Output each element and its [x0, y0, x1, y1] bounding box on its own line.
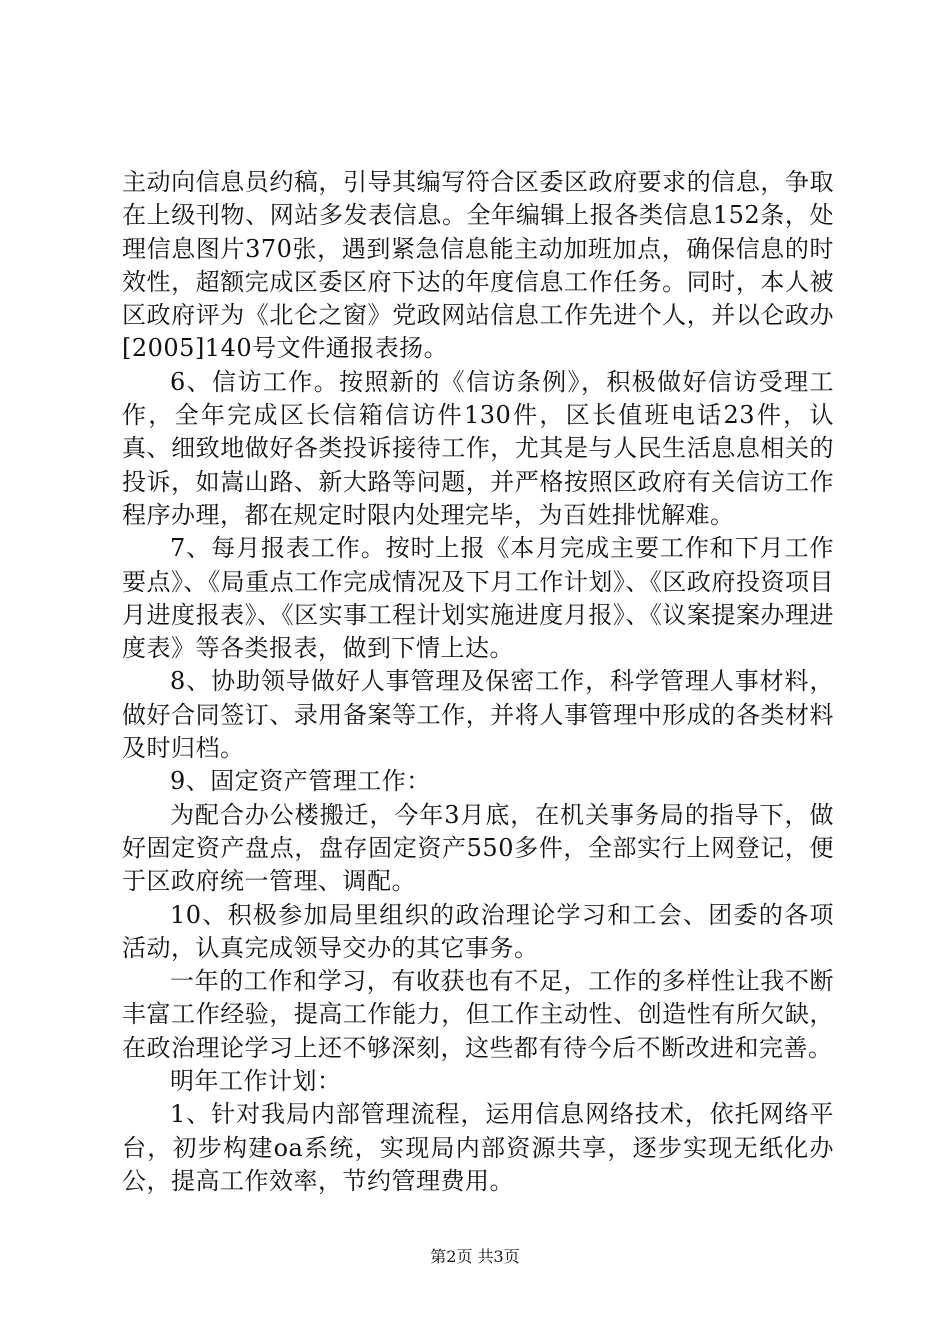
paragraph-info-work-continued: 主动向信息员约稿，引导其编写符合区委区政府要求的信息，争取在上级刊物、网站多发表信息。全年编辑上报各类信息152条，处理信息图片370张，遇到紧急信息能主动加班加点，确保信息的时效性，超额完成区委区府下达的年度信息工作任务。同时，本人被区政府评为《北仑之窗》党政网站信息工作先进个人，并以仑政办[2005]140号文件通报表扬。	[122, 168, 834, 363]
paragraph-personnel-management: 8、协助领导做好人事管理及保密工作，科学管理人事材料，做好合同签订、录用备案等工作，并将人事管理中形成的各类材料及时归档。	[122, 667, 834, 763]
paragraph-monthly-reports: 7、每月报表工作。按时上报《本月完成主要工作和下月工作要点》、《局重点工作完成情况及下月工作计划》、《区政府投资项目月进度报表》、《区实事工程计划实施进度月报》、《议案提案办理进度表》等各类报表，做到下情上达。	[122, 534, 834, 663]
document-body	[122, 166, 834, 1198]
paragraph-fixed-assets-heading: 9、固定资产管理工作：	[170, 767, 431, 796]
paragraph-next-year-plan-heading: 明年工作计划：	[170, 1067, 342, 1096]
paragraph-year-summary: 一年的工作和学习，有收获也有不足，工作的多样性让我不断丰富工作经验，提高工作能力，但工作主动性、创造性有所欠缺，在政治理论学习上还不够深刻，这些都有待今后不断改进和完善。	[122, 967, 834, 1062]
paragraph-political-study: 10、积极参加局里组织的政治理论学习和工会、团委的各项活动，认真完成领导交办的其它事务。	[122, 900, 834, 962]
page-number-footer: 第2页 共3页	[430, 1247, 520, 1266]
paragraph-fixed-assets-detail: 为配合办公楼搬迁，今年3月底，在机关事务局的指导下，做好固定资产盘点，盘存固定资产550多件，全部实行上网登记，便于区政府统一管理、调配。	[122, 800, 834, 896]
paragraph-plan-item-1: 1、针对我局内部管理流程，运用信息网络技术，依托网络平台，初步构建oa系统，实现局内部资源共享，逐步实现无纸化办公，提高工作效率，节约管理费用。	[122, 1100, 834, 1195]
paragraph-petition-work: 6、信访工作。按照新的《信访条例》，积极做好信访受理工作，全年完成区长信箱信访件130件，区长值班电话23件，认真、细致地做好各类投诉接待工作，尤其是与人民生活息息相关的投诉，如嵩山路、新大路等问题，并严格按照区政府有关信访工作程序办理，都在规定时限内处理完毕，为百姓排忧解难。	[122, 367, 834, 529]
